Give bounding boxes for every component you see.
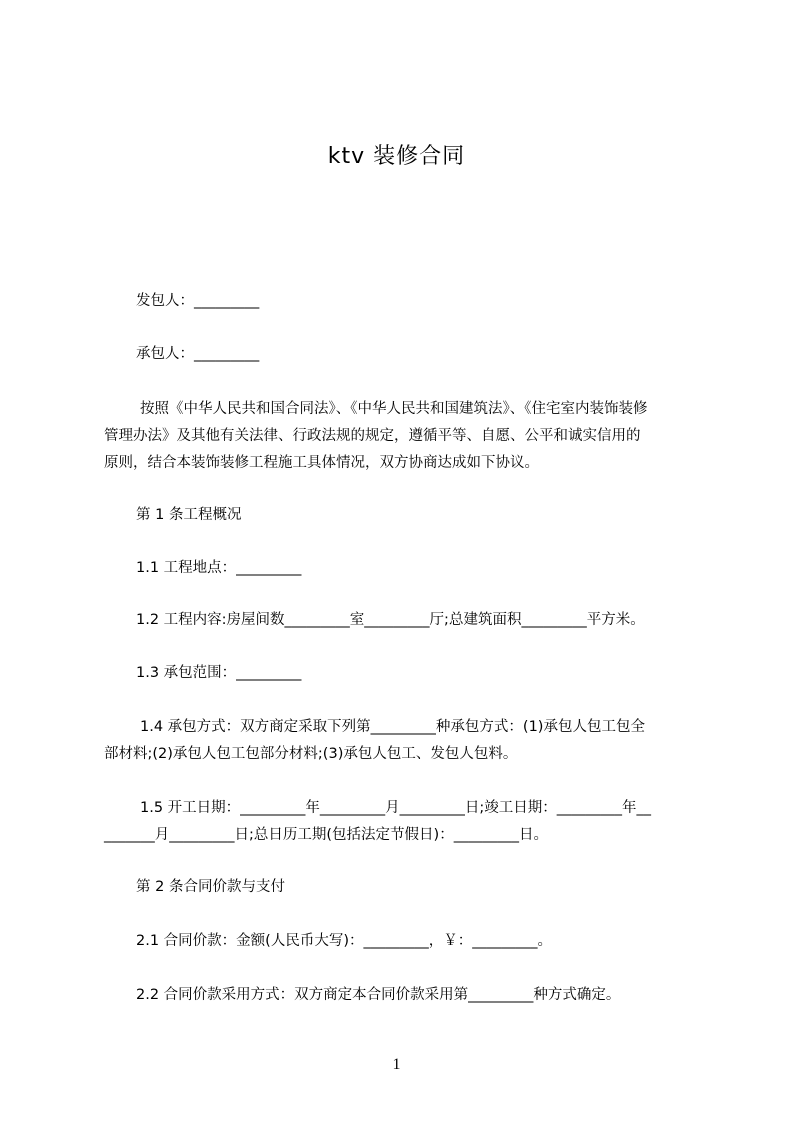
page-number: 1 xyxy=(392,1056,401,1073)
preamble-line-1: 按照《中华人民共和国合同法》、《中华人民共和国建筑法》、《住宅室内装饰装修 xyxy=(140,401,648,417)
clause-1-1: 1.1 工程地点：_________ xyxy=(136,560,302,576)
clause-1-5-line-1: 1.5 开工日期：_________年_________月_________日;竣工日期：_________年__ xyxy=(140,800,652,816)
clause-1-4-line-1: 1.4 承包方式：双方商定采取下列第_________种承包方式：(1)承包人包工包全 xyxy=(140,719,645,735)
clause-2-1: 2.1 合同价款：金额(人民币大写)：_________，￥：_________。 xyxy=(136,933,552,949)
clause-1-4-line-2: 部材料;(2)承包人包工包部分材料;(3)承包人包工、发包人包料。 xyxy=(104,746,518,762)
clause-1-3: 1.3 承包范围：_________ xyxy=(136,665,302,681)
preamble-line-2: 管理办法》及其他有关法律、行政法规的规定，遵循平等、自愿、公平和诚实信用的 xyxy=(104,428,641,444)
clause-1-2: 1.2 工程内容:房屋间数_________室_________厅;总建筑面积_________平方米。 xyxy=(136,612,645,628)
clause-1-5-line-2: _______月_________日;总日历工期(包括法定节假日)：_________日。 xyxy=(104,827,548,843)
clause-2-2: 2.2 合同价款采用方式：双方商定本合同价款采用第_________种方式确定。 xyxy=(136,987,621,1003)
contractor-line: 承包人：_________ xyxy=(136,346,260,362)
employer-line: 发包人：_________ xyxy=(136,293,260,309)
article-2-heading: 第 2 条合同价款与支付 xyxy=(136,879,285,895)
preamble-line-3: 原则，结合本装饰装修工程施工具体情况，双方协商达成如下协议。 xyxy=(104,455,539,471)
article-1-heading: 第 1 条工程概况 xyxy=(136,507,242,523)
document-title: ktv 装修合同 xyxy=(327,144,466,169)
